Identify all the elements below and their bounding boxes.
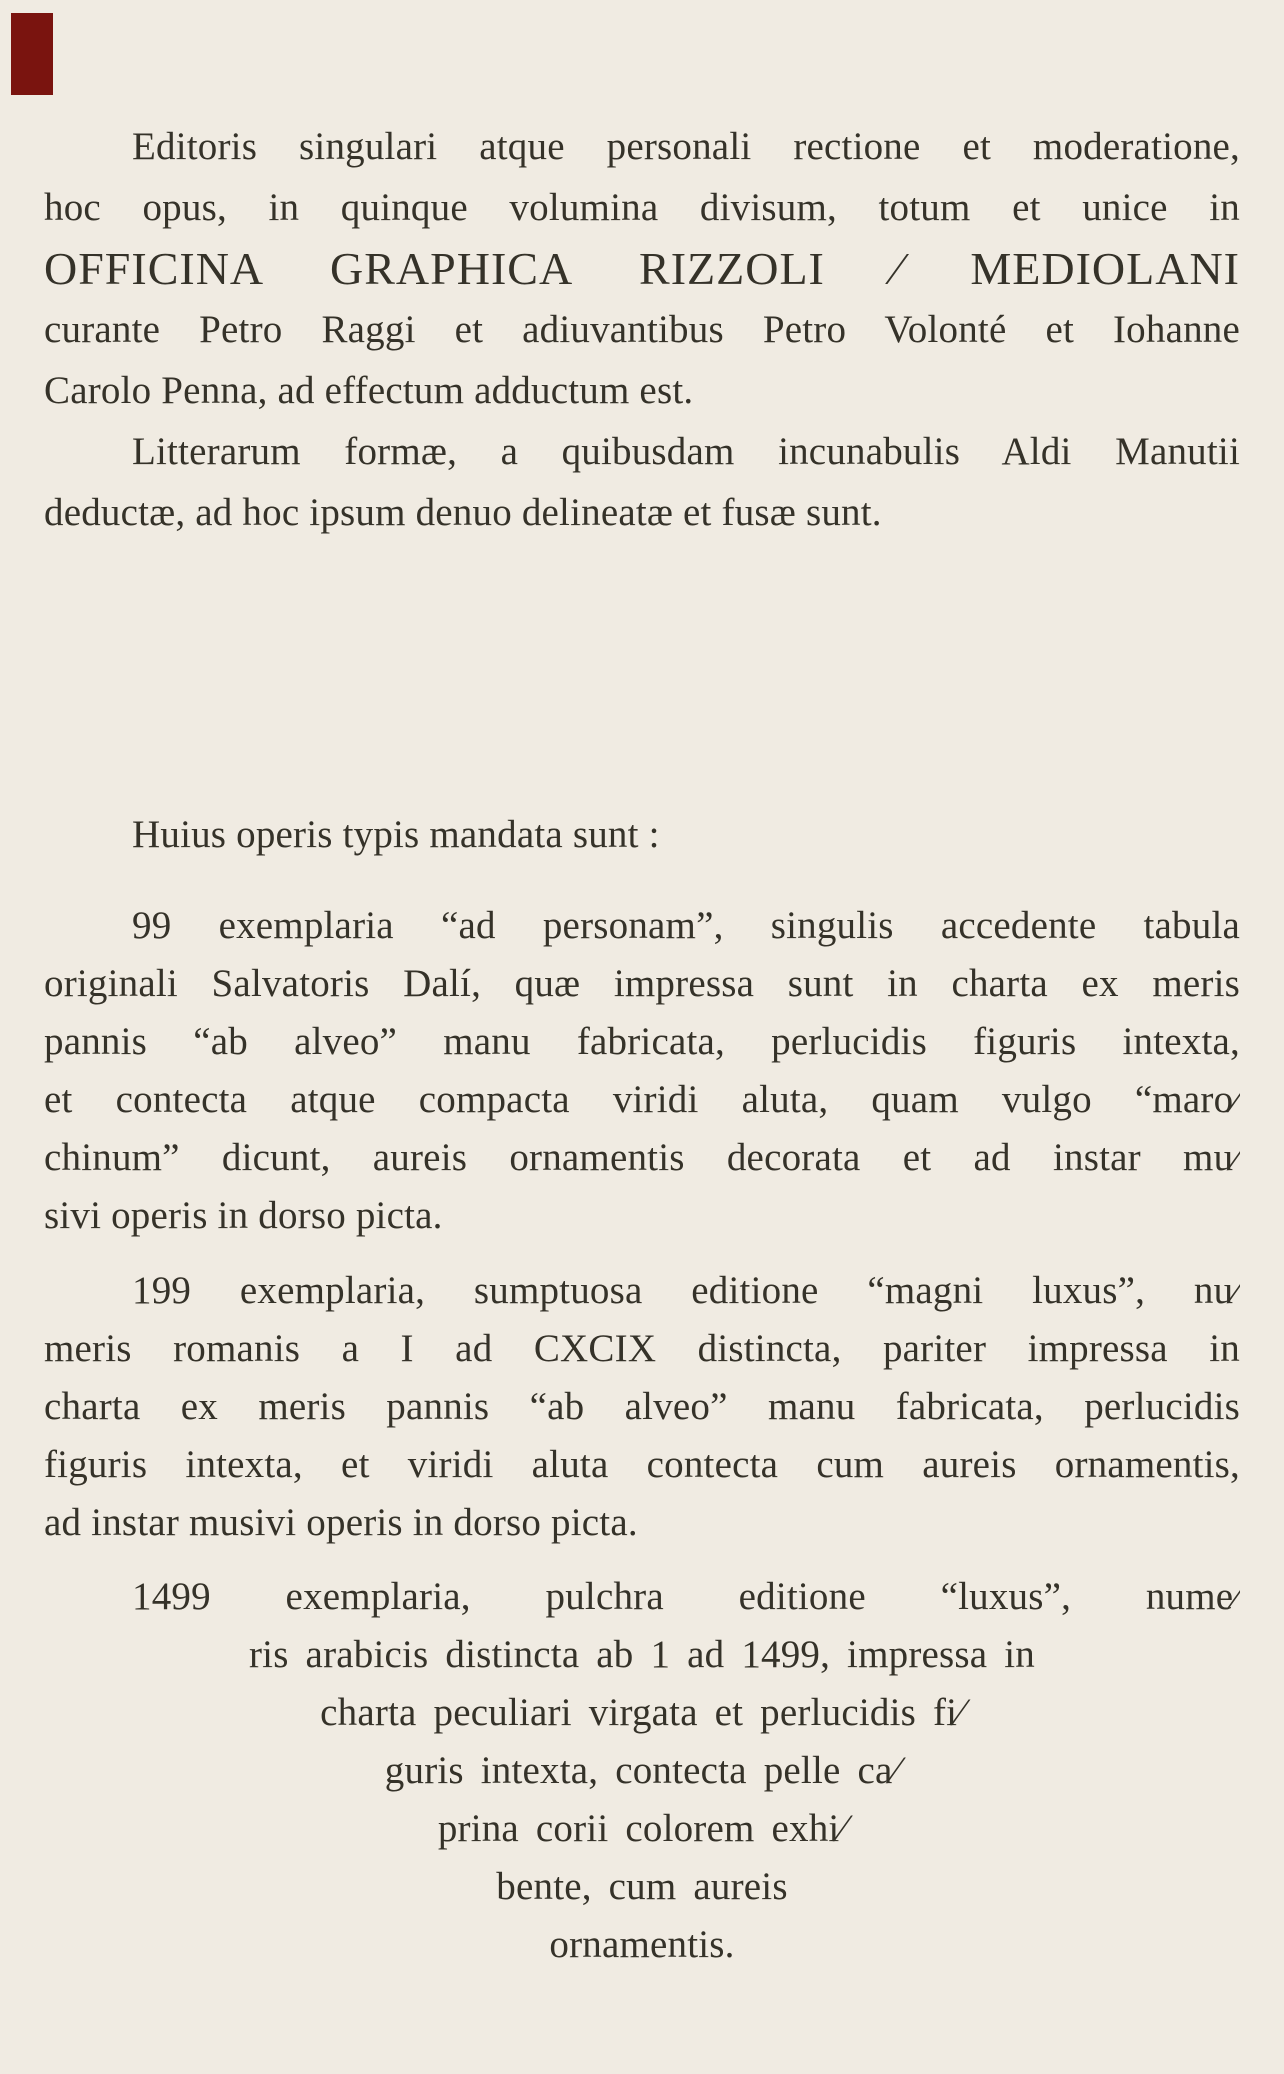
text-line: charta peculiari virgata et perlucidis fi⁄ [320,1691,964,1734]
text-line: sivi operis in dorso picta. [44,1194,443,1237]
text-line: bente, cum aureis [496,1865,788,1908]
text-line: ris arabicis distincta ab 1 ad 1499, impressa in [248,1633,1035,1676]
colophon-text [44,0,1240,1974]
text-line: Huius operis typis mandata sunt : [132,813,660,856]
paragraph-99-exemplaria [44,897,1240,1245]
text-line: deductæ, ad hoc ipsum denuo delineatæ et fusæ sunt. [44,491,882,534]
text-line: 1499 exemplaria, pulchra editione “luxus”, nume⁄ [132,1575,1240,1618]
text-line: 199 exemplaria, sumptuosa editione “magni luxus”, nu⁄ [132,1269,1240,1312]
text-line: pannis “ab alveo” manu fabricata, perlucidis figuris intexta, [44,1020,1240,1063]
text-line: chinum” dicunt, aureis ornamentis decorata et ad instar mu⁄ [44,1136,1240,1179]
paragraph-199-exemplaria [44,1262,1240,1552]
text-line: hoc opus, in quinque volumina divisum, totum et unice in [44,186,1240,229]
text-line: Carolo Penna, ad effectum adductum est. [44,369,694,412]
text-line: meris romanis a I ad CXCIX distincta, pariter impressa in [44,1327,1240,1370]
text-line: originali Salvatoris Dalí, quæ impressa sunt in charta ex meris [44,962,1240,1005]
paragraph-imprint [44,116,1240,543]
text-line-officina-caps: OFFICINA GRAPHICA RIZZOLI ⁄ MEDIOLANI [44,243,1240,294]
text-line: et contecta atque compacta viridi aluta, quam vulgo “maro⁄ [44,1078,1240,1121]
text-line: figuris intexta, et viridi aluta contecta cum aureis ornamentis, [44,1443,1240,1486]
text-line: ornamentis. [549,1923,735,1966]
text-line: guris intexta, contecta pelle ca⁄ [384,1749,900,1792]
text-line: charta ex meris pannis “ab alveo” manu fabricata, perlucidis [44,1385,1240,1428]
paragraph-1499-exemplaria [44,1568,1240,1974]
text-line: 99 exemplaria “ad personam”, singulis accedente tabula [132,904,1240,947]
text-line: Editoris singulari atque personali rectione et moderatione, [132,125,1240,168]
text-line: curante Petro Raggi et adiuvantibus Petro Volonté et Iohanne [44,308,1240,351]
text-line: Litterarum formæ, a quibusdam incunabulis Aldi Manutii [132,430,1240,473]
heading-edition [44,806,1240,864]
text-line: ad instar musivi operis in dorso picta. [44,1501,638,1544]
text-line: prina corii colorem exhi⁄ [437,1807,847,1850]
